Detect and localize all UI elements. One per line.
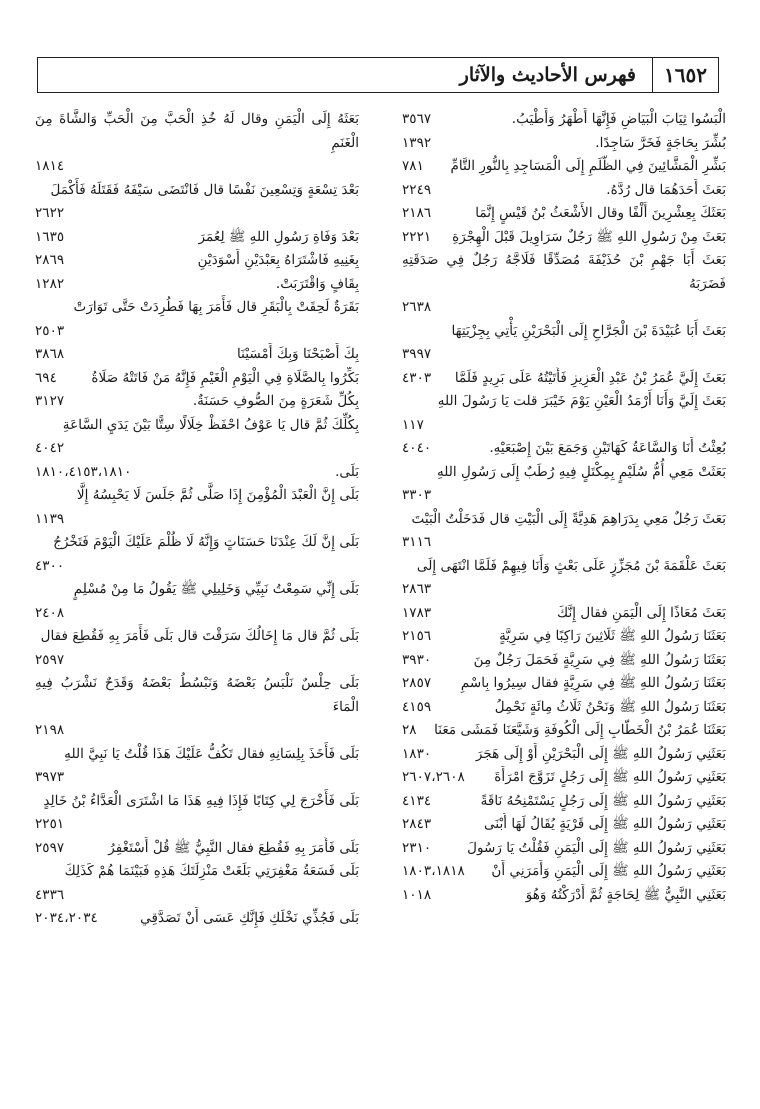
entry-number: ٤١٥٩: [402, 698, 432, 715]
index-entry: [402, 884, 726, 908]
index-entry: [402, 461, 726, 508]
entry-number: ٣٣٠٣: [402, 487, 432, 503]
entry-number: ٢٦٠٧،٢٦٠٨: [402, 769, 465, 785]
entry-number: ٣٥٦٧: [402, 111, 432, 127]
entry-text: بَلَى فَجُذِّي نَخْلَكِ فَإِنَّكِ عَسَى أَنْ تَصَدَّقِي: [140, 910, 359, 926]
index-entry: [402, 837, 726, 861]
index-entry: [35, 296, 359, 343]
entry-text: بَعَثَنِي رَسُولُ اللهِ ﷺ إِلَى الْبَحْرَيْنِ أَوْ إِلَى هَجَرَ: [475, 745, 726, 762]
entry-number: ٣١١٦: [402, 534, 432, 550]
index-entry: [402, 813, 726, 837]
index-entry: [402, 155, 726, 179]
index-entry: [402, 790, 726, 814]
entry-number: ٤١٣٤: [402, 792, 432, 809]
index-entry: [402, 743, 726, 767]
index-entry: [402, 226, 726, 250]
index-entry: [402, 719, 726, 743]
index-entry: [402, 766, 726, 790]
entry-number: ٤٠٤٠: [402, 440, 432, 456]
index-entry: [402, 625, 726, 649]
index-entry: [402, 108, 726, 132]
index-entry: [35, 743, 359, 790]
entry-text: بَعَثَ مِنْ رَسُولِ اللهِ ﷺ رَجُلٌ سَرَاوِيلَ قَبْلَ الْهِجْرَةِ: [452, 228, 726, 245]
entry-text: بَعَثَ مُعَاذًا إِلَى الْيَمَنِ فقال إِنَّكَ: [557, 604, 726, 621]
index-entry: [35, 108, 359, 179]
entry-number: ٢١٩٨: [35, 722, 65, 738]
index-entry: [402, 132, 726, 156]
entry-text: بَعَثَنِي رَسُولُ اللهِ ﷺ إِلَى الْيَمَنِ فَقُلْتُ يَا رَسُولَ: [467, 839, 726, 856]
entry-text: بَعْدَ وَفَاةِ رَسُولِ اللهِ ﷺ لِعُمَرَ: [198, 228, 359, 245]
entry-number: ٢١٨٦: [402, 205, 432, 221]
entry-number: ٢٢٤٩: [402, 181, 432, 198]
entry-text: بَعَثَ أَحَدَهُمَا قال رُدَّهُ.: [606, 181, 726, 198]
entry-text: بَعَثَنِي رَسُولُ اللهِ ﷺ إِلَى قَرْيَةٍ يُقَالُ لَهَا أُبْنَى: [484, 816, 726, 832]
page-header: [37, 57, 719, 93]
right-column: [402, 108, 726, 907]
entry-number: ٢٥٩٧: [35, 651, 65, 668]
index-entry: [402, 390, 726, 437]
entry-number: ١١٣٩: [35, 510, 65, 527]
index-entry: [35, 860, 359, 907]
index-entry: [402, 437, 726, 461]
entry-number: ٢٣١٠: [402, 839, 432, 856]
entry-number: ٢٦٣٨: [402, 299, 432, 315]
index-entry: [35, 907, 359, 931]
left-column: [35, 108, 359, 931]
page-title: فهرس الأحاديث والآثار: [459, 64, 636, 86]
entry-text: بَعَثَ أَبَا عُبَيْدَةَ بْنَ الْجَرَّاحِ إِلَى الْبَحْرَيْنِ يَأْتِي بِجِزْيَتِهَا: [451, 322, 726, 339]
index-entry: [35, 273, 359, 297]
index-entry: [35, 226, 359, 250]
entry-text: بَعَثَ إِلَيَّ عُمَرُ بْنُ عَبْدِ الْعَزِيزِ فَأَتَيْتُهُ عَلَى بَرِيدٍ فَلَمَّا: [454, 369, 726, 386]
entry-text: بِغَنِيهِ فَاشْتَرَاهُ بِعَبْدَيْنِ أَسْوَدَيْنِ: [197, 252, 359, 268]
entry-number: ١١٧: [402, 416, 424, 433]
entry-number: ٤٠٤٢: [35, 440, 65, 456]
index-entry: [35, 343, 359, 367]
entry-number: ١٨١٤: [35, 158, 65, 174]
entry-number: ٢٠٣٤،٢٠٣٤: [35, 910, 98, 926]
entry-number: ١٨٠٣،١٨١٨: [402, 863, 465, 879]
entry-number: ٢٨٥٧: [402, 675, 432, 691]
entry-text: بُعِثْتُ أَنَا وَالسَّاعَةُ كَهَاتَيْنِ وَجَمَعَ بَيْنَ إِصْبَعَيْهِ.: [489, 440, 726, 456]
entry-text: بِكُلِّ شَعَرَةٍ مِنَ الصُّوفِ حَسَنَةٌ.: [192, 393, 359, 409]
entry-text: بَعَثَتْ مَعِي أُمُّ سُلَيْمٍ بِمِكْتَلٍ فِيهِ رُطَبٌ إِلَى رَسُولِ اللهِ: [436, 463, 726, 480]
index-entry: [402, 249, 726, 320]
index-entry: [35, 625, 359, 672]
index-entry: [35, 179, 359, 226]
index-entry: [35, 837, 359, 861]
entry-text: بَعَثَنِي رَسُولُ اللهِ ﷺ إِلَى الْيَمَنِ وَأَمَرَنِي أَنْ: [491, 863, 726, 879]
entry-text: بَلَى فَأَخْرَجَ لِي كِتَابًا فَإِذَا فِيهِ هَذَا مَا اشْتَرَى الْعَدَّاءُ بْنُ خَالِدٍ: [43, 792, 359, 809]
index-entry: [35, 367, 359, 391]
entry-text: بَكِّرُوا بِالصَّلَاةِ فِي الْيَوْمِ الْغَيْمِ فَإِنَّهُ مَنْ فَاتَتْهُ صَلَاةُ: [91, 369, 359, 386]
entry-number: ٣٩٣٠: [402, 651, 432, 668]
index-entry: [35, 484, 359, 531]
entry-text: بَلَى فَسَعَةُ مَغْفِرَتِي بَلَغَتْ مَنْزِلَتَكَ هَذِهِ فَبَيْنَمَا هُمْ كَذَلِكَ: [64, 863, 359, 879]
entry-text: بَعَثَ أَبَا جَهْمِ بْنَ حُذَيْفَةَ مُصَدِّقًا فَلَاجَّهُ رَجُلٌ فِي صَدَقَتِهِ فَضَرَبَهُ: [402, 252, 726, 292]
entry-text: بَقَرَةٌ لَحِقَتْ بِالْبَقَرِ قال فَأَمَرَ بِهَا فَطُرِدَتْ حَتَّى تَوَارَتْ: [73, 299, 359, 315]
entry-text: بِكَ أَصْبَحْنَا وَبِكَ أَمْسَيْنَا: [237, 346, 359, 362]
entry-number: ٤٣٠٠: [35, 557, 65, 574]
entry-text: بَعْدَ تِسْعَةٍ وَتِسْعِينَ نَفْسًا قال فَانْتَضَى سَيْفَهُ فَقَتَلَهُ فَأَكْمَلَ: [50, 181, 359, 198]
entry-number: ٣٨٦٨: [35, 346, 65, 362]
entry-number: ٢٢٢١: [402, 228, 432, 245]
entry-text: بَعَثَنِي رَسُولُ اللهِ ﷺ إِلَى رَجُلٍ يَسْتَمْنِحُهُ نَاقَةً: [480, 792, 726, 809]
entry-text: بَعَثَنَا رَسُولُ اللهِ ﷺ وَنَحْنُ ثَلَاثُ مِائَةٍ نَحْمِلُ: [494, 698, 726, 715]
entry-number: ٢٨٤٣: [402, 816, 432, 832]
index-entry: [402, 602, 726, 626]
index-entry: [402, 672, 726, 696]
entry-text: بُشِّرَ بِحَاجَةٍ فَخَرَّ سَاجِدًا.: [595, 134, 726, 151]
entry-number: ٤٣٠٣: [402, 369, 432, 386]
entry-number: ١٠١٨: [402, 886, 432, 903]
entry-number: ١٨٣٠: [402, 745, 432, 762]
entry-text: بَلَى.: [335, 463, 359, 480]
entry-number: ٢٨: [402, 722, 417, 738]
index-entry: [402, 860, 726, 884]
entry-text: بَعَثَنَا رَسُولُ اللهِ ﷺ فِي سَرِيَّةٍ فَحَمَلَ رَجُلٌ مِنَ: [473, 651, 726, 668]
entry-number: ١٧٨٣: [402, 604, 432, 621]
entry-number: ٤٣٣٦: [35, 886, 65, 903]
entry-number: ٣١٢٧: [35, 393, 65, 409]
entry-text: بَعَثَهُ إِلَى الْيَمَنِ وقال لَهُ خُذِ الْحَبَّ مِنَ الْحَبِّ وَالشَّاةَ مِنَ الْغَنَمِ: [35, 111, 359, 151]
index-entry: [35, 414, 359, 461]
entry-text: بَلَى حِلْسٌ نَلْبَسُ بَعْضَهُ وَنَبْسُطُ بَعْضَهُ وَقَدَحٌ نَشْرَبُ فِيهِ الْمَاءَ: [35, 675, 359, 715]
entry-text: بَعَثَنِي رَسُولُ اللهِ ﷺ إِلَى رَجُلٍ تَزَوَّجَ امْرَأَةَ: [494, 769, 726, 785]
entry-number: ٢٤٠٨: [35, 604, 65, 621]
entry-text: الْبَسُوا ثِيَابَ الْبَيَاضِ فَإِنَّهَا أَطْهَرُ وَأَطْيَبُ.: [511, 111, 726, 127]
entry-number: ١٨١٠،٤١٥٣،١٨١٠: [35, 463, 132, 480]
entry-number: ٢٥٩٧: [35, 839, 65, 856]
entry-number: ١٣٩٢: [402, 134, 432, 151]
entry-number: ٣٩٩٧: [402, 346, 432, 362]
page-number: ١٦٥٢: [652, 58, 718, 92]
entry-number: ٢١٥٦: [402, 628, 432, 644]
index-entry: [35, 790, 359, 837]
entry-text: بِقَافٍ وَاقْتَرَبَتْ.: [275, 275, 359, 292]
index-entry: [35, 672, 359, 743]
index-entry: [402, 649, 726, 673]
entry-text: بَعَثَ رَجُلٌ مَعِي بِدَرَاهِمَ هَدِيَّةً إِلَى الْبَيْتِ قال فَدَخَلْتُ الْبَيْتَ: [411, 510, 726, 527]
index-entry: [35, 461, 359, 485]
index-entry: [402, 508, 726, 555]
entry-text: بَشِّرِ الْمَشَّائِينَ فِي الظُّلَمِ إِلَى الْمَسَاجِدِ بِالنُّورِ التَّامِّ: [450, 158, 726, 174]
index-entry: [402, 179, 726, 203]
index-entry: [35, 249, 359, 273]
entry-text: بَعَثَنَا رَسُولُ اللهِ ﷺ فِي سَرِيَّةٍ فقال سِيرُوا بِاسْمِ: [460, 675, 726, 691]
index-entry: [402, 202, 726, 226]
entry-text: بَعَثَنَا عُمَرُ بْنُ الْخَطَّابِ إِلَى الْكُوفَةِ وَشَيَّعَنَا فَمَشَى مَعَنَا: [434, 722, 726, 738]
entry-text: بَلَى ثُمَّ قال مَا إِخَالُكَ سَرَقْتَ قال بَلَى فَأَمَرَ بِهِ فَقُطِعَ فقال: [40, 628, 359, 644]
index-entry: [35, 531, 359, 578]
entry-number: ٢٢٥١: [35, 816, 65, 832]
entry-text: بَعَثَ إِلَيَّ وَأَنَا أَرْمَدُ الْعَيْنِ يَوْمَ خَيْبَرَ قلت يَا رَسُولَ اللهِ: [437, 393, 726, 409]
entry-text: بَلَى فَأَخَذَ بِلِسَانِهِ فقال تَكُفُّ عَلَيْكَ هَذَا قُلْتُ يَا نَبِيَّ اللهِ: [64, 745, 359, 762]
index-entry: [35, 390, 359, 414]
index-entry: [402, 367, 726, 391]
entry-text: بَعَثَ عَلْقَمَةَ بْنَ مُجَزِّزٍ عَلَى بَعْثٍ وَأَنَا فِيهِمْ فَلَمَّا انْتَهَى إِلَى: [416, 557, 726, 574]
index-entry: [402, 696, 726, 720]
entry-number: ٢٨٦٩: [35, 252, 65, 268]
entry-number: ٧٨١: [402, 158, 424, 174]
entry-number: ٢٨٦٣: [402, 581, 432, 597]
entry-text: بَعَثَنَا رَسُولُ اللهِ ﷺ ثَلَاثِينَ رَاكِبًا فِي سَرِيَّةٍ: [499, 628, 726, 644]
entry-number: ٢٦٢٢: [35, 205, 65, 221]
index-entry: [402, 555, 726, 602]
entry-number: ١٦٣٥: [35, 228, 65, 245]
entry-text: بَعَثَكَ بِعِشْرِينَ أَلْفًا وقال الأَشْعَثُ بْنُ قَيْسٍ إِنَّمَا: [475, 205, 726, 221]
index-entry: [402, 320, 726, 367]
entry-number: ٦٩٤: [35, 369, 57, 386]
entry-number: ١٢٨٢: [35, 275, 65, 292]
entry-number: ٢٥٠٣: [35, 322, 65, 339]
entry-text: بَعَثَنِي النَّبِيُّ ﷺ لِحَاجَةٍ ثُمَّ أَدْرَكْتُهُ وَهُوَ: [525, 886, 726, 903]
entry-text: بَلَى إِنِّي سَمِعْتُ نَبِيِّي وَخَلِيلِي ﷺ يَقُولُ مَا مِنْ مُسْلِمٍ: [73, 581, 359, 597]
index-entry: [35, 578, 359, 625]
entry-text: بَلَى إِنَّ لَكَ عِنْدَنَا حَسَنَاتٍ وَإِنَّهُ لَا ظُلْمَ عَلَيْكَ الْيَوْمَ فَتَخْرُجُ: [53, 534, 359, 550]
entry-number: ٣٩٧٣: [35, 769, 65, 785]
entry-text: بَلَى فَأَمَرَ بِهِ فَقُطِعَ فقال النَّبِيُّ ﷺ قُلْ أَسْتَغْفِرُ: [108, 839, 359, 856]
entry-text: بَلَى إِنَّ الْعَبْدَ الْمُؤْمِنَ إِذَا صَلَّى ثُمَّ جَلَسَ لَا يَحْبِسُهُ إِلَّا: [76, 487, 359, 503]
entry-text: بِكُلِّكَ ثُمَّ قال يَا عَوْفُ احْفَظْ خِلَالًا سِتًّا بَيْنَ يَدَيِ السَّاعَةِ: [62, 416, 359, 433]
